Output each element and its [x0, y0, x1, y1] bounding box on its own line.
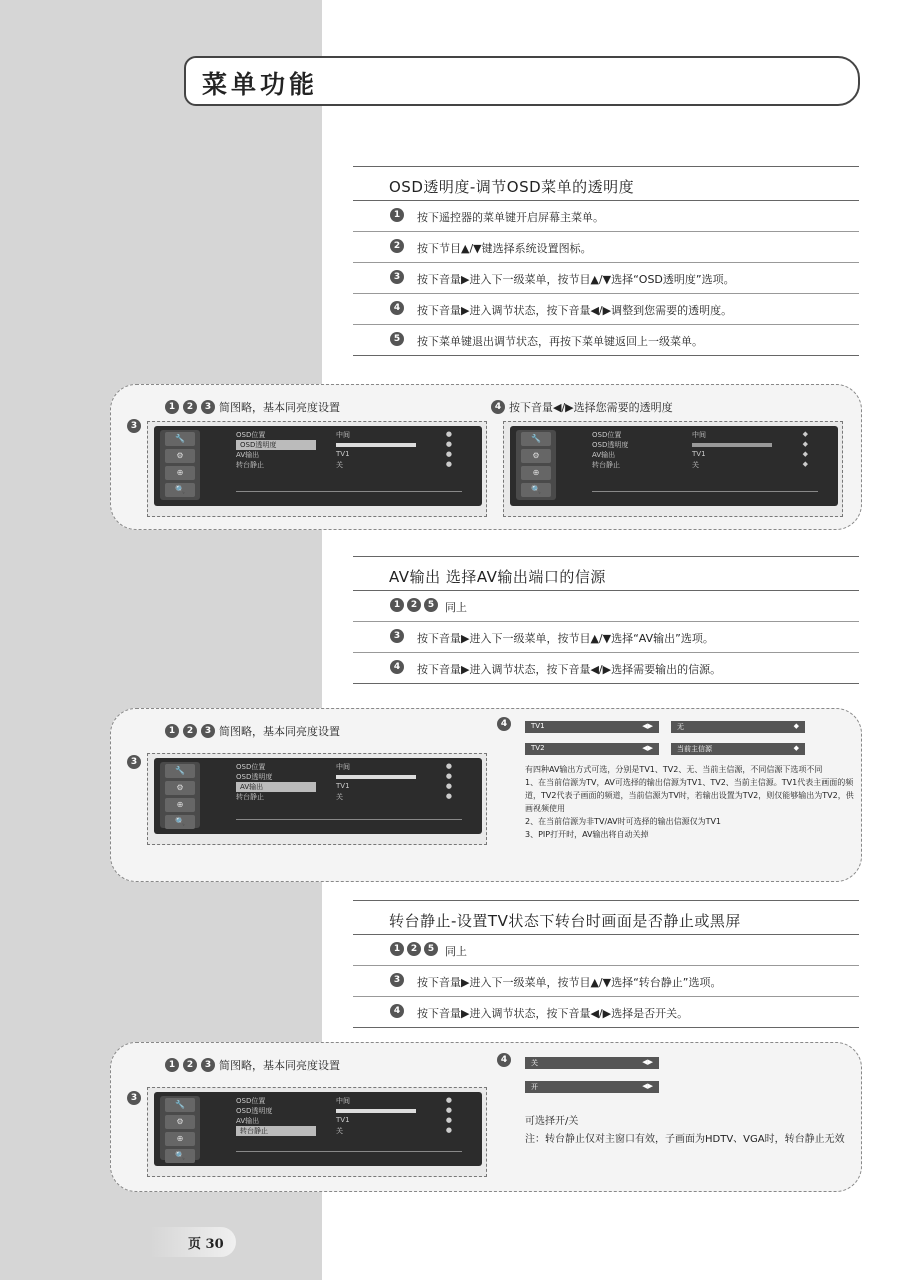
- tv-menu-screen: [154, 426, 482, 506]
- freeze-note: [525, 1113, 855, 1149]
- menu-row: OSD位置 中间 ●: [236, 430, 452, 439]
- step-number: 1: [165, 1058, 179, 1072]
- caption-text: 简图略，基本同亮度设置: [219, 725, 340, 738]
- step-text: 同上: [445, 945, 467, 958]
- step-text: 按下节目▲/▼键选择系统设置图标。: [417, 242, 592, 255]
- menu-row-label: AV输出: [236, 451, 260, 459]
- menu-rows: [236, 1096, 452, 1136]
- panel-right-caption: [497, 717, 511, 731]
- step-number: 4: [497, 1053, 511, 1067]
- step-number: 3: [127, 419, 141, 433]
- option-label: 当前主信源: [677, 745, 712, 753]
- menu-row-value: 中间: [692, 431, 706, 439]
- step-number: 3: [127, 755, 141, 769]
- menu-row: OSD位置 中间 ◆: [592, 430, 808, 439]
- step-text: 按下音量▶进入调节状态，按下音量◀/▶选择需要输出的信源。: [417, 663, 722, 676]
- menu-icon-column: [516, 430, 556, 500]
- step-text: 按下菜单键退出调节状态，再按下菜单键返回上一级菜单。: [417, 335, 703, 348]
- menu-row-label: 转台静止: [236, 1126, 316, 1136]
- panel-caption: [165, 723, 340, 739]
- menu-row-label: OSD透明度: [236, 1107, 273, 1115]
- step-item: [353, 591, 859, 622]
- circle-icon: ⊕: [165, 1132, 195, 1146]
- av-option-bar: 当前主信源 ◆: [671, 743, 805, 755]
- menu-rows: [236, 430, 452, 470]
- step-item: [353, 966, 859, 997]
- step-item: [353, 201, 859, 232]
- menu-row-value: 中间: [336, 763, 350, 771]
- step-number: 1: [165, 400, 179, 414]
- menu-row-value: 中间: [336, 1097, 350, 1105]
- screen-frame: [147, 421, 487, 517]
- step-number: 2: [390, 239, 404, 253]
- step-text: 按下音量▶进入下一级菜单，按节目▲/▼选择“转台静止”选项。: [417, 976, 722, 989]
- step-item: [353, 325, 859, 356]
- caption-text: 按下音量◀/▶选择您需要的透明度: [509, 401, 673, 414]
- gear-icon: ⚙: [521, 449, 551, 463]
- tv-menu-screen: [154, 1092, 482, 1166]
- menu-row: OSD位置 中间 ●: [236, 762, 452, 771]
- transparency-bar: [336, 1109, 416, 1113]
- menu-row: AV输出 TV1 ●: [236, 450, 452, 459]
- menu-icon-column: [160, 762, 200, 828]
- section-heading: AV输出 选择AV输出端口的信源: [353, 556, 859, 591]
- menu-row-label: OSD位置: [236, 763, 266, 771]
- menu-row: OSD透明度 ●: [236, 1106, 452, 1115]
- menu-row: OSD位置 中间 ●: [236, 1096, 452, 1105]
- circle-icon: ⊕: [165, 798, 195, 812]
- step-number: 2: [183, 400, 197, 414]
- freeze-option-bar: 关 ◀▶: [525, 1057, 659, 1069]
- tv-menu-screen: [510, 426, 838, 506]
- menu-icon-column: [160, 1096, 200, 1160]
- note-line: 3、PIP打开时，AV输出将自动关掉: [525, 830, 649, 839]
- wrench-icon: 🔧: [165, 764, 195, 778]
- step-numbers: [390, 598, 438, 612]
- menu-row-value: TV1: [336, 1116, 350, 1124]
- step-number: 3: [390, 270, 404, 284]
- panel-right-caption: [491, 399, 673, 415]
- search-icon: 🔍: [165, 1149, 195, 1163]
- step-number: 3: [201, 400, 215, 414]
- step-text: 按下音量▶进入调节状态，按下音量◀/▶调整到您需要的透明度。: [417, 304, 733, 317]
- step-item: [353, 622, 859, 653]
- step-item: [353, 997, 859, 1028]
- step-item: [353, 935, 859, 966]
- caption-text: 简图略，基本同亮度设置: [219, 1059, 340, 1072]
- step-text: 按下音量▶进入下一级菜单，按节目▲/▼选择“OSD透明度”选项。: [417, 273, 735, 286]
- step-number: 3: [201, 1058, 215, 1072]
- step-number: 5: [424, 598, 438, 612]
- step-number: 2: [183, 724, 197, 738]
- step-number: 2: [407, 598, 421, 612]
- step-item: [353, 653, 859, 684]
- menu-row-label: OSD透明度: [236, 440, 316, 450]
- menu-row-value: 中间: [336, 431, 350, 439]
- note-line: 1、在当前信源为TV，AV可选择的输出信源为TV1、TV2、当前主信源。TV1代表主画面的频道，TV2代表子画面的频道，当前信源为TV时，若输出设置为TV2，则仅能够输出为TV2，供画视频使用: [525, 778, 854, 813]
- transparency-bar: [336, 775, 416, 779]
- step-item: [353, 232, 859, 263]
- note-line: 2、在当前信源为非TV/AV时可选择的输出信源仅为TV1: [525, 817, 722, 826]
- menu-icon-column: [160, 430, 200, 500]
- menu-row: 转台静止 关 ●: [236, 1126, 452, 1136]
- menu-row: OSD透明度 ●: [236, 772, 452, 781]
- freeze-option-bar: 开 ◀▶: [525, 1081, 659, 1093]
- step-number: 1: [165, 724, 179, 738]
- step-number: 4: [390, 301, 404, 315]
- step-number: 4: [491, 400, 505, 414]
- step-number: 2: [407, 942, 421, 956]
- gear-icon: ⚙: [165, 449, 195, 463]
- menu-row-value: 关: [692, 461, 699, 469]
- menu-row-value: TV1: [336, 450, 350, 458]
- option-label: 无: [677, 723, 684, 731]
- menu-row: 转台静止 关 ●: [236, 460, 452, 469]
- option-label: TV1: [531, 722, 545, 730]
- search-icon: 🔍: [165, 483, 195, 497]
- circle-icon: ⊕: [165, 466, 195, 480]
- panel-caption: [165, 1057, 340, 1073]
- step-number: 2: [183, 1058, 197, 1072]
- panel-caption: [165, 399, 340, 415]
- step-item: [353, 294, 859, 325]
- step-number: 1: [390, 208, 404, 222]
- section-channel-freeze: [353, 900, 859, 1028]
- step-number: 1: [390, 942, 404, 956]
- section-heading: 转台静止-设置TV状态下转台时画面是否静止或黑屏: [353, 900, 859, 935]
- step-number: 4: [497, 717, 511, 731]
- menu-row-value: 关: [336, 793, 343, 801]
- menu-row-label: OSD透明度: [236, 773, 273, 781]
- step-number: 3: [127, 1091, 141, 1105]
- page-number: 页 30: [188, 1237, 224, 1252]
- option-label: 开: [531, 1083, 538, 1091]
- menu-row-label: OSD位置: [236, 1097, 266, 1105]
- menu-rows: [236, 762, 452, 802]
- step-number: 5: [424, 942, 438, 956]
- step-number: 3: [390, 629, 404, 643]
- step-item: [353, 263, 859, 294]
- option-label: 关: [531, 1059, 538, 1067]
- note-line: 可选择开/关: [525, 1116, 579, 1127]
- step-text: 按下音量▶进入调节状态，按下音量◀/▶选择是否开关。: [417, 1007, 689, 1020]
- menu-rows: [592, 430, 808, 470]
- wrench-icon: 🔧: [521, 432, 551, 446]
- panel-right-caption: [497, 1053, 511, 1067]
- av-option-bar: 无 ◆: [671, 721, 805, 733]
- menu-row-label: OSD位置: [236, 431, 266, 439]
- av-option-bar: TV2 ◀▶: [525, 743, 659, 755]
- wrench-icon: 🔧: [165, 1098, 195, 1112]
- menu-row-label: AV输出: [236, 1117, 260, 1125]
- section-av-output: [353, 556, 859, 684]
- search-icon: 🔍: [165, 815, 195, 829]
- page-title: 菜单功能: [202, 70, 319, 99]
- step-number: 5: [390, 332, 404, 346]
- step-text: 同上: [445, 601, 467, 614]
- illustration-panel-av: [110, 708, 862, 882]
- menu-row-label: AV输出: [236, 782, 316, 792]
- page-footer: [150, 1227, 236, 1257]
- menu-row-label: 转台静止: [236, 793, 264, 801]
- tv-menu-screen: [154, 758, 482, 834]
- search-icon: 🔍: [521, 483, 551, 497]
- menu-row: AV输出 TV1 ●: [236, 1116, 452, 1125]
- option-label: TV2: [531, 744, 545, 752]
- menu-row-value: TV1: [336, 782, 350, 790]
- transparency-bar: [336, 443, 416, 447]
- menu-row-value: TV1: [692, 450, 706, 458]
- menu-row-value: 关: [336, 1127, 343, 1135]
- caption-text: 简图略，基本同亮度设置: [219, 401, 340, 414]
- menu-row-label: OSD透明度: [592, 441, 629, 449]
- gear-icon: ⚙: [165, 781, 195, 795]
- screen-frame: [147, 753, 487, 845]
- av-option-bar: TV1 ◀▶: [525, 721, 659, 733]
- step-number: 3: [201, 724, 215, 738]
- section-heading: OSD透明度-调节OSD菜单的透明度: [353, 166, 859, 201]
- illustration-panel-osd: [110, 384, 862, 530]
- illustration-panel-freeze: [110, 1042, 862, 1192]
- step-text: 按下音量▶进入下一级菜单，按节目▲/▼选择“AV输出”选项。: [417, 632, 714, 645]
- av-note: [525, 763, 855, 841]
- page-title-box: [184, 56, 860, 106]
- menu-row: AV输出 TV1 ●: [236, 782, 452, 792]
- section-osd-transparency: [353, 166, 859, 356]
- note-line: 有四种AV输出方式可选，分别是TV1、TV2、无、当前主信源，不同信源下选项不同: [525, 765, 823, 774]
- step-text: 按下遥控器的菜单键开启屏幕主菜单。: [417, 211, 604, 224]
- menu-row-value: 关: [336, 461, 343, 469]
- menu-row-label: 转台静止: [592, 461, 620, 469]
- menu-row: OSD透明度 ●: [236, 440, 452, 450]
- menu-row: 转台静止 关 ●: [236, 792, 452, 801]
- circle-icon: ⊕: [521, 466, 551, 480]
- menu-row-label: AV输出: [592, 451, 616, 459]
- menu-row: 转台静止 关 ◆: [592, 460, 808, 469]
- menu-row-label: OSD位置: [592, 431, 622, 439]
- step-numbers: [390, 942, 438, 956]
- step-number: 4: [390, 1004, 404, 1018]
- step-number: 3: [390, 973, 404, 987]
- menu-row: OSD透明度 ◆: [592, 440, 808, 449]
- step-number: 1: [390, 598, 404, 612]
- step-number: 4: [390, 660, 404, 674]
- transparency-bar: [692, 443, 772, 447]
- menu-row-label: 转台静止: [236, 461, 264, 469]
- screen-frame: [503, 421, 843, 517]
- gear-icon: ⚙: [165, 1115, 195, 1129]
- screen-frame: [147, 1087, 487, 1177]
- menu-row: AV输出 TV1 ◆: [592, 450, 808, 459]
- wrench-icon: 🔧: [165, 432, 195, 446]
- note-line: 注：转台静止仅对主窗口有效，子画面为HDTV、VGA时，转台静止无效: [525, 1134, 845, 1145]
